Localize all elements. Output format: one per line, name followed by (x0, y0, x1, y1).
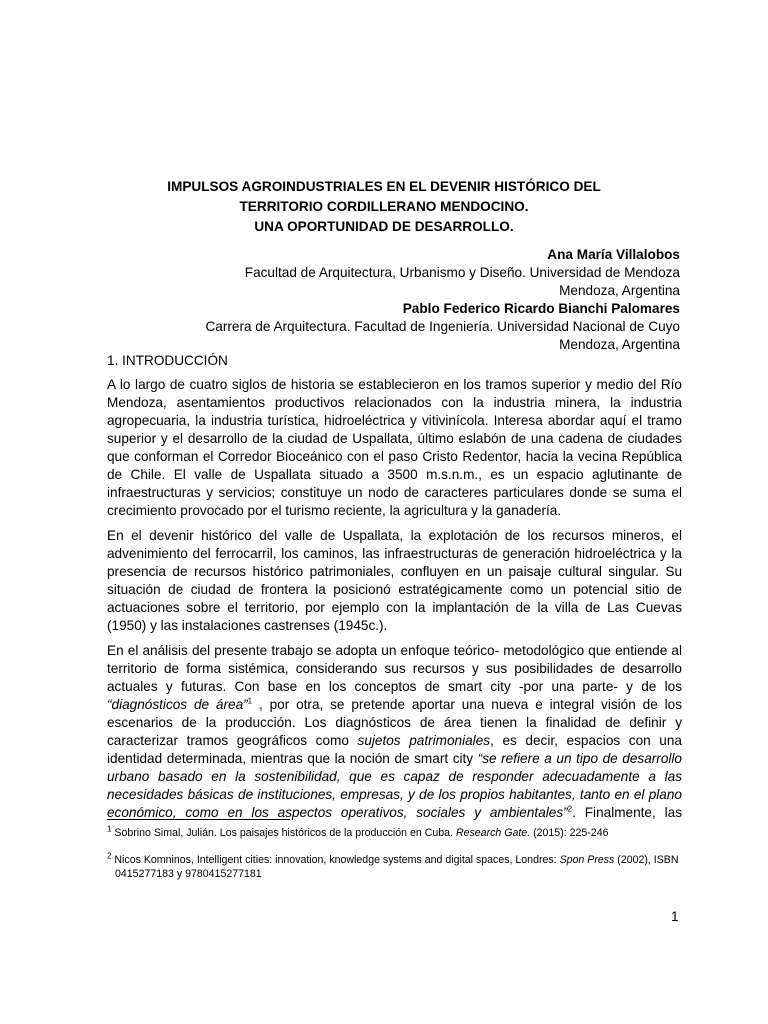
footnote-number: 1 (107, 824, 112, 834)
paper-title (0, 177, 768, 237)
italic-quote: “se refiere a un tipo de desarrollo urbano basado en la sostenibilidad, que es capaz de responder adecuadamente a las necesidades básicas de instituciones, empresas, y de los propios habitantes, tanto en el plano económico, como en los aspectos operativos, sociales y ambientales” (107, 751, 682, 820)
paragraph-text: , por otra, se pretende aportar una nueva e integral visión de los escenarios de la producción. Los diagnósticos de área tienen la finalidad de definir y caracterizar tramos geográficos como (107, 697, 682, 748)
author-name: Ana María Villalobos (547, 247, 680, 262)
footnote-separator (107, 819, 290, 820)
author-affiliation: Carrera de Arquitectura. Facultad de Ingeniería. Universidad Nacional de Cuyo (205, 319, 680, 334)
footnote-text: (2015): 225-246 (530, 827, 609, 839)
page-number: 1 (671, 909, 679, 924)
footnote-number: 2 (107, 851, 112, 861)
author-location: Mendoza, Argentina (559, 337, 680, 352)
paragraph: A lo largo de cuatro siglos de historia se establecieron en los tramos superior y medio del Río Mendoza, asentamientos productivos relacionados con la industria minera, la industria agropecuaria, la industria turística, hidroeléctrica y vitivinícola. Interesa abordar aquí el tramo superior y el desarrollo de la ciudad de Uspallata, último eslabón de una cadena de ciudades que conforman el Corredor Bioceánico con el paso Cristo Redentor, hacia la vecina República de Chile. El valle de Uspallata situado a 3500 m.s.n.m., es un espacio aglutinante de infraestructuras y servicios; constituye un nodo de caracteres particulares donde se suma el crecimiento provocado por el turismo reciente, la agricultura y la ganadería. (107, 377, 682, 518)
body-text (107, 376, 682, 829)
footnote-1 (107, 826, 682, 840)
author-location: Mendoza, Argentina (559, 283, 680, 298)
footnote-text: Sobrino Simal, Julián. Los paisajes históricos de la producción en Cuba. (111, 827, 456, 839)
title-line-1: IMPULSOS AGROINDUSTRIALES EN EL DEVENIR HISTÓRICO DEL (167, 179, 601, 194)
section-heading: 1. INTRODUCCIÓN (107, 353, 228, 368)
footnote-text: (2002), ISBN (614, 854, 679, 866)
footnote-italic: Spon Press (559, 854, 615, 866)
author-name: Pablo Federico Ricardo Bianchi Palomares (402, 301, 680, 316)
paragraph: En el devenir histórico del valle de Uspallata, la explotación de los recursos mineros, el advenimiento del ferrocarril, los caminos, las infraestructuras de generación hidroeléctrica y la presencia de recursos histórico patrimoniales, confluyen en un paisaje cultural singular. Su situación de ciudad de frontera la posicionó estratégicamente como un potencial sitio de actuaciones sobre el territorio, por ejemplo con la implantación de la villa de Las Cuevas (1950) y las instalaciones castrenses (1945c.). (107, 528, 682, 633)
title-line-3: UNA OPORTUNIDAD DE DESARROLLO. (254, 219, 514, 234)
footnote-text: Nicos Komninos, Intelligent cities: innovation, knowledge systems and digital spaces, Londres: (111, 854, 560, 866)
author-affiliation: Facultad de Arquitectura, Urbanismo y Diseño. Universidad de Mendoza (244, 265, 680, 280)
paragraph-text: . Finalmente, las (572, 805, 682, 820)
footnote-ref: 2 (567, 804, 573, 814)
paragraph (107, 642, 682, 822)
author-block (205, 246, 680, 354)
paragraph-text: , es decir, espacios con una identidad determinada, mientras que la noción de smart city (107, 733, 682, 766)
paragraph-text: En el análisis del presente trabajo se adopta un enfoque teórico- metodológico que entiende al territorio de forma sistémica, considerando sus recursos y sus posibilidades de desarrollo actuales y futuras. Con base en los conceptos de smart city -por una parte- y de los (107, 643, 682, 694)
italic-term: sujetos patrimoniales (357, 733, 491, 748)
footnote-2 (107, 853, 682, 881)
footnote-italic: Research Gate. (455, 827, 531, 839)
footnote-continuation: 0415277183 y 9780415277181 (115, 868, 262, 880)
footnote-ref: 1 (247, 696, 253, 706)
italic-quote: “diagnósticos de área” (107, 697, 248, 712)
title-line-2: TERRITORIO CORDILLERANO MENDOCINO. (239, 199, 529, 214)
